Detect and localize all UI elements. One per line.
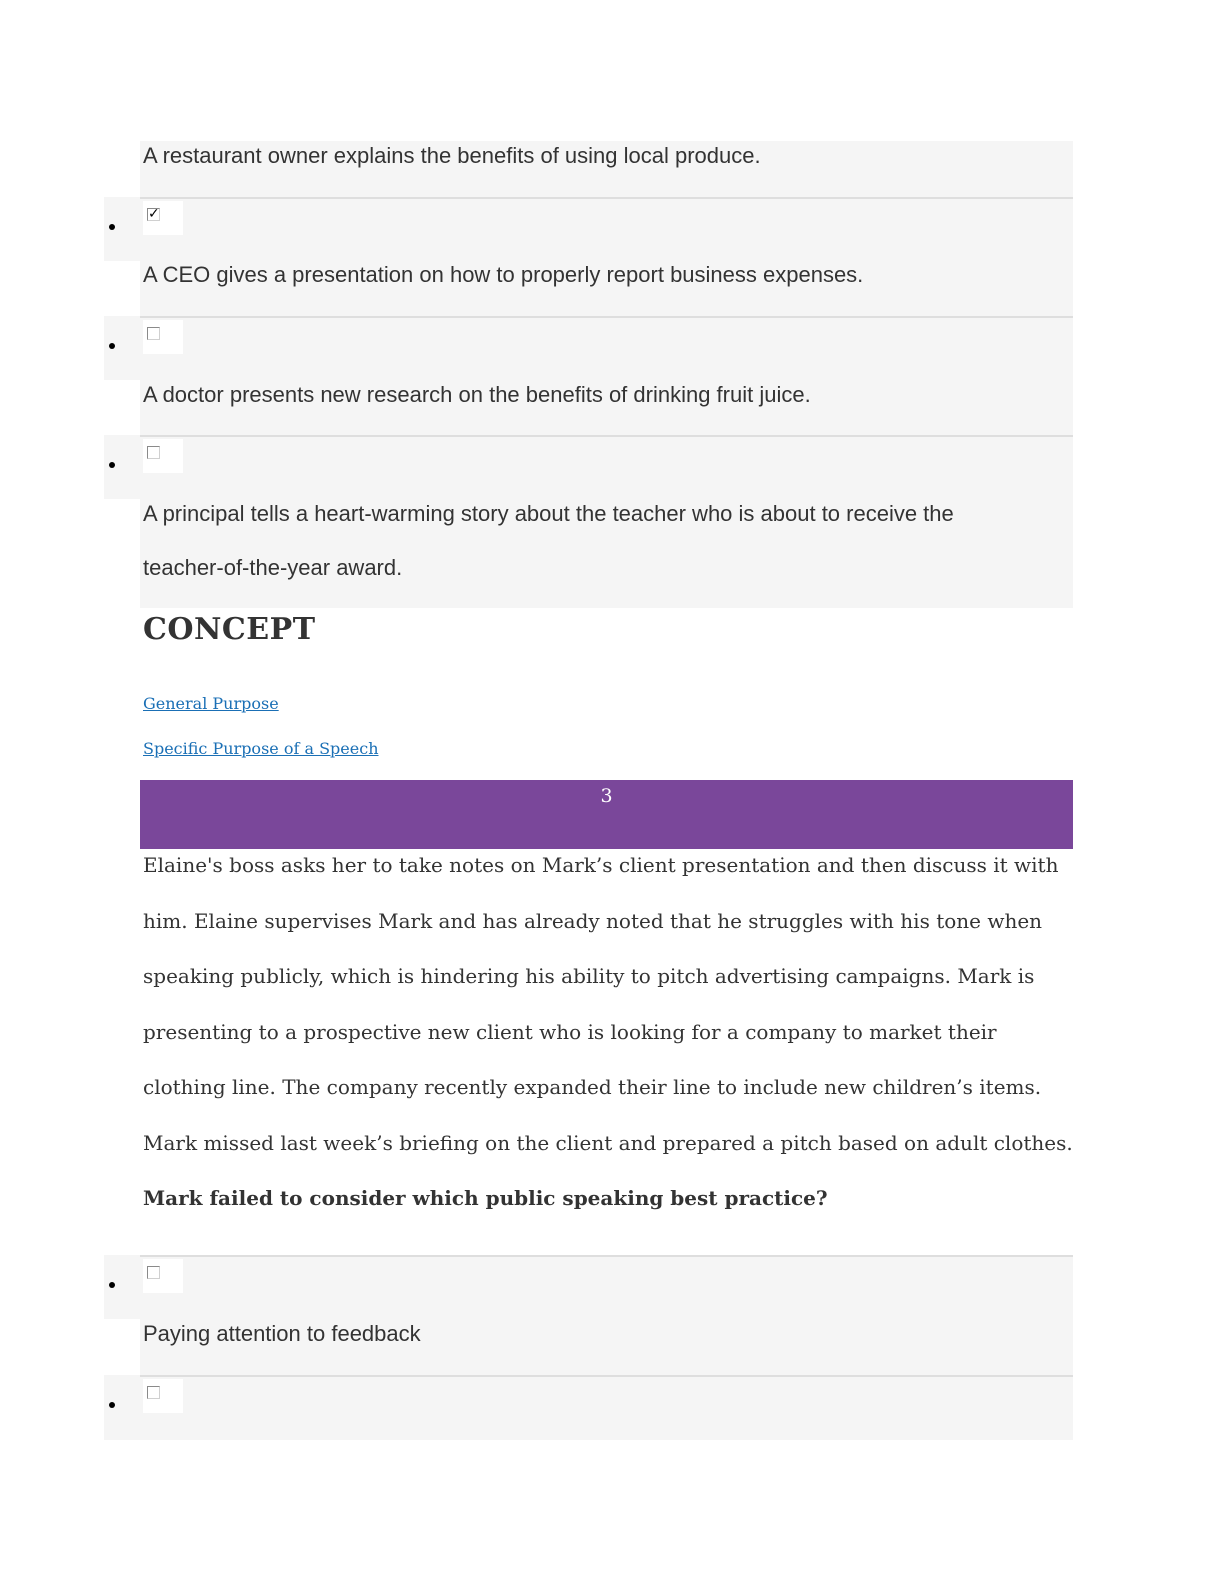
divider: [140, 1375, 1073, 1377]
option-d-row[interactable]: [104, 435, 1073, 608]
checkbox-container: [143, 439, 183, 473]
bullet-icon: [109, 462, 115, 468]
answer-a-row[interactable]: [104, 1255, 1073, 1375]
option-b-row[interactable]: [104, 197, 1073, 316]
answer-a-text: Paying attention to feedback: [143, 1321, 421, 1346]
option-b-text: A CEO gives a presentation on how to properly report business expenses.: [143, 262, 864, 287]
question-text: [143, 838, 1073, 1227]
checkbox-empty-icon[interactable]: [147, 1266, 160, 1279]
question-number: 3: [600, 785, 613, 807]
option-c-row[interactable]: [104, 316, 1073, 435]
bullet-icon: [109, 224, 115, 230]
divider: [140, 316, 1073, 318]
divider: [140, 435, 1073, 437]
option-a-block: [140, 141, 1073, 197]
link-general-purpose[interactable]: General Purpose: [143, 694, 279, 713]
bullet-icon: [109, 1282, 115, 1288]
checkbox-empty-icon[interactable]: [147, 327, 160, 340]
checkbox-container: [143, 1379, 183, 1413]
bullet-icon: [109, 1402, 115, 1408]
question-prompt: Mark failed to consider which public speaking best practice?: [143, 1186, 828, 1210]
concept-heading: CONCEPT: [143, 612, 316, 647]
option-a-text: A restaurant owner explains the benefits of using local produce.: [143, 143, 761, 168]
option-d-text-line1: A principal tells a heart-warming story about the teacher who is about to receive the: [143, 501, 954, 526]
checkbox-container: [143, 1259, 183, 1293]
divider: [140, 197, 1073, 199]
checkbox-empty-icon[interactable]: [147, 446, 160, 459]
divider: [140, 1255, 1073, 1257]
option-d-text-line2: teacher-of-the-year award.: [143, 555, 403, 580]
answer-b-row[interactable]: [104, 1375, 1073, 1440]
checkbox-container: [143, 320, 183, 354]
link-specific-purpose[interactable]: Specific Purpose of a Speech: [143, 739, 379, 758]
bullet-icon: [109, 343, 115, 349]
checkbox-checked-icon[interactable]: ✓: [148, 206, 160, 222]
checkbox-container: [143, 201, 183, 235]
question-body: Elaine's boss asks her to take notes on Mark’s client presentation and then discuss it with him. Elaine supervises Mark and has already noted that he struggles with his tone when speaking publicly, which is hindering his ability to pitch advertising campaigns. Mark is presenting to a prospective new client who is looking for a company to market their clothing line. The company recently expanded their line to include new children’s items. Mark missed last week’s briefing on the client and prepared a pitch based on adult clothes.: [143, 853, 1073, 1155]
checkbox-empty-icon[interactable]: [147, 1386, 160, 1399]
option-c-text: A doctor presents new research on the benefits of drinking fruit juice.: [143, 382, 811, 407]
